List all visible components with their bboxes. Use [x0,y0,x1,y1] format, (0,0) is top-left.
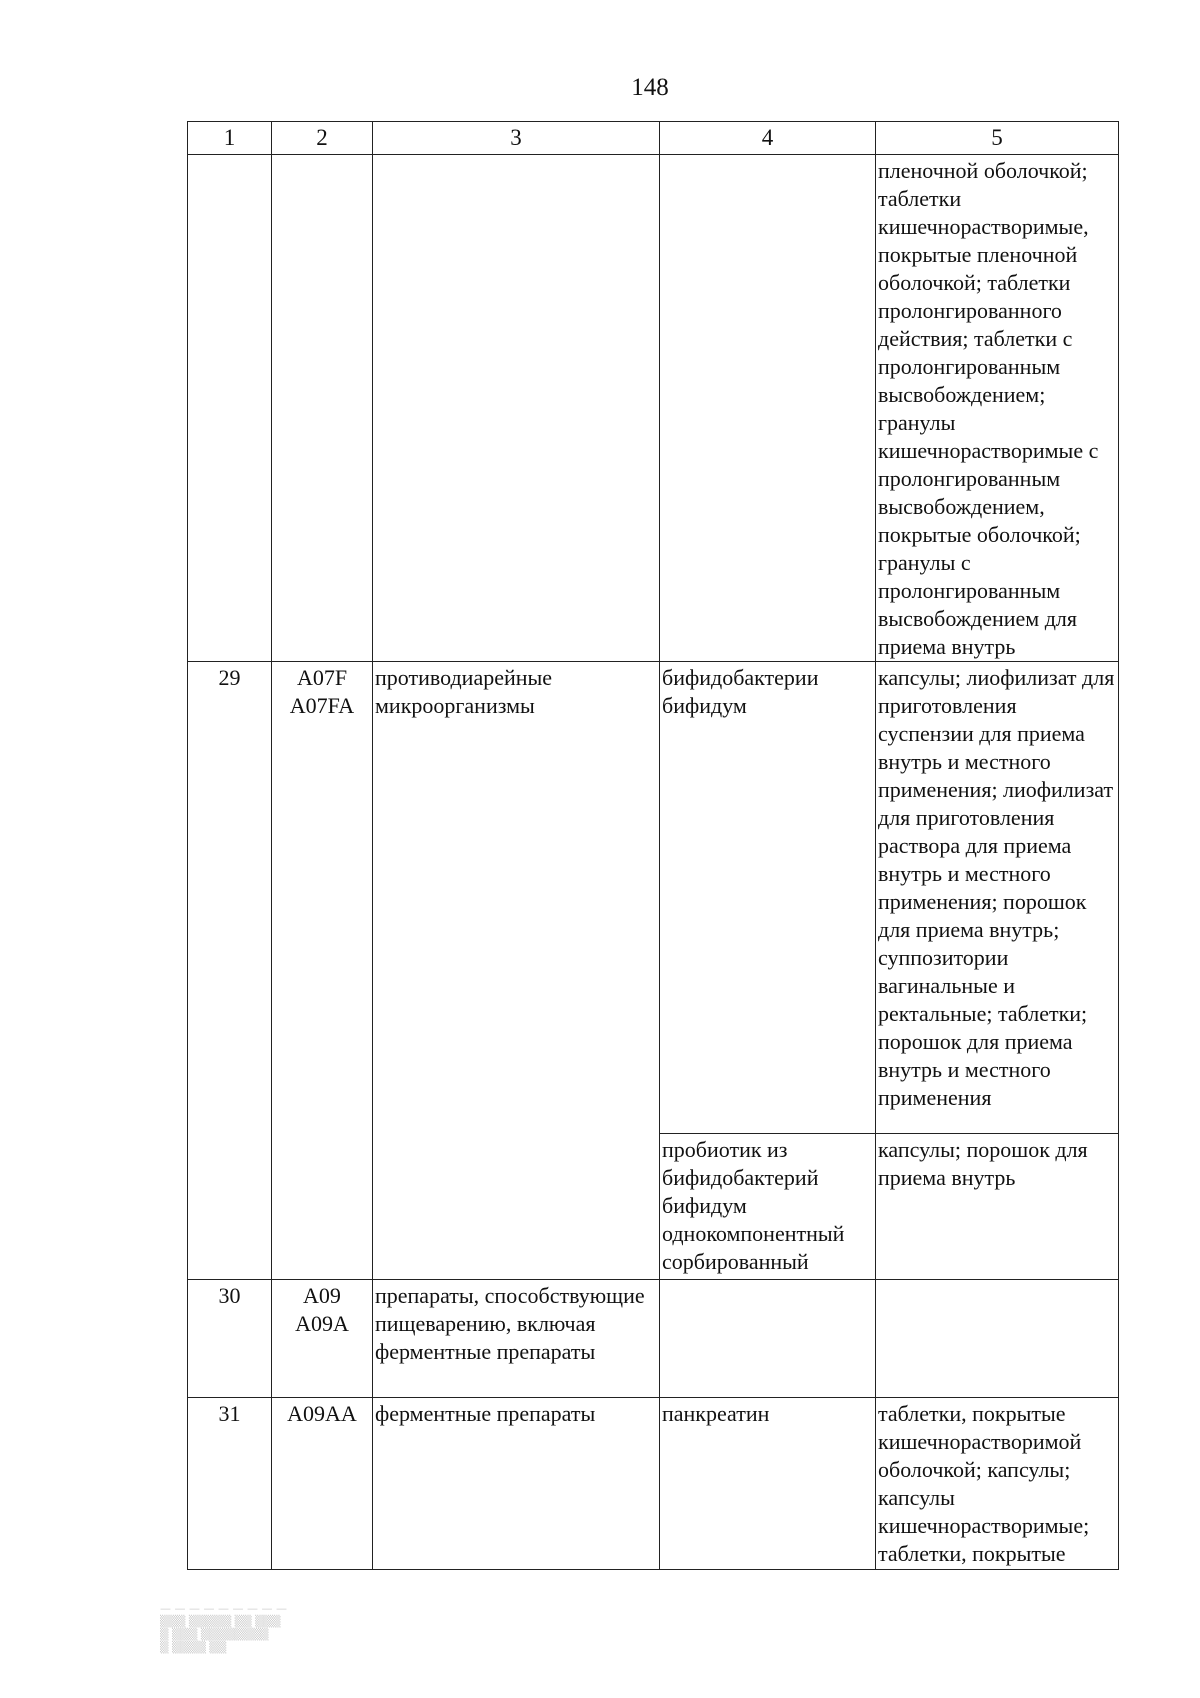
cell-empty [373,155,660,662]
table-row-29a [188,662,1119,1134]
dosage-forms-cell: капсулы; лиофилизат для приготовления суспензии для приема внутрь и местного применения; лиофилизат для приготовления раствора для приема внутрь и местного применения; порошок для приема внутрь; суппозитории вагинальные и ректальные; таблетки; порошок для приема внутрь и местного применения [876,662,1119,1134]
atc-code: A07F [296,665,348,690]
table-row-continuation [188,155,1119,662]
dosage-forms-cell: таблетки, покрытые кишечнорастворимой оболочкой; капсулы; капсулы кишечнорастворимые; таблетки, покрытые [876,1398,1119,1570]
dosage-forms-cell: капсулы; порошок для приема внутрь [876,1134,1119,1280]
column-header-3: 3 [373,122,660,155]
group-name-cell: противодиарейные микроорганизмы [373,662,660,1280]
group-name-cell: препараты, способствующие пищеварению, включая ферментные препараты [373,1280,660,1398]
row-number: 31 [188,1398,272,1570]
cell-empty [272,155,373,662]
column-header-1: 1 [188,122,272,155]
column-header-4: 4 [660,122,876,155]
drug-name-cell [660,1280,876,1398]
atc-code: A09A [295,1311,349,1336]
page-number: 148 [631,74,669,101]
table-row-30 [188,1280,1119,1398]
atc-code-cell [272,1398,373,1570]
drug-name-cell: пробиотик из бифидобактерий бифидум однокомпонентный сорбированный [660,1134,876,1280]
group-name-cell: ферментные препараты [373,1398,660,1570]
dosage-forms-cell: пленочной оболочкой; таблетки кишечнорастворимые, покрытые пленочной оболочкой; таблетки пролонгированного действия; таблетки с пролонгированным высвобождением; гранулы кишечнорастворимые с пролонгированным высвобождением, покрытые оболочкой; гранулы с пролонгированным высвобождением для приема внутрь [876,155,1119,662]
cell-empty [660,155,876,662]
drug-name-cell: бифидобактерии бифидум [660,662,876,1134]
column-header-2: 2 [272,122,373,155]
faded-stamp: — — — — — — — — — ▒▒▒ ▒▒▒▒▒ ▒▒ ▒▒▒ ▒ ▒▒▒ ▒▒▒▒▒▒▒▒ ▒ ▒▒▒▒ ▒▒ [160,1602,287,1654]
table-row-31 [188,1398,1119,1570]
row-number: 29 [188,662,272,1280]
atc-code: A09 [303,1283,341,1308]
header-row [188,122,1119,155]
column-header-5: 5 [876,122,1119,155]
atc-code: A07FA [289,693,355,718]
cell-empty [188,155,272,662]
drug-name-cell: панкреатин [660,1398,876,1570]
dosage-forms-cell [876,1280,1119,1398]
atc-code: A09AA [287,1401,357,1426]
atc-code-cell [272,662,373,1280]
medicines-table [187,121,1119,1570]
atc-code-cell [272,1280,373,1398]
row-number: 30 [188,1280,272,1398]
